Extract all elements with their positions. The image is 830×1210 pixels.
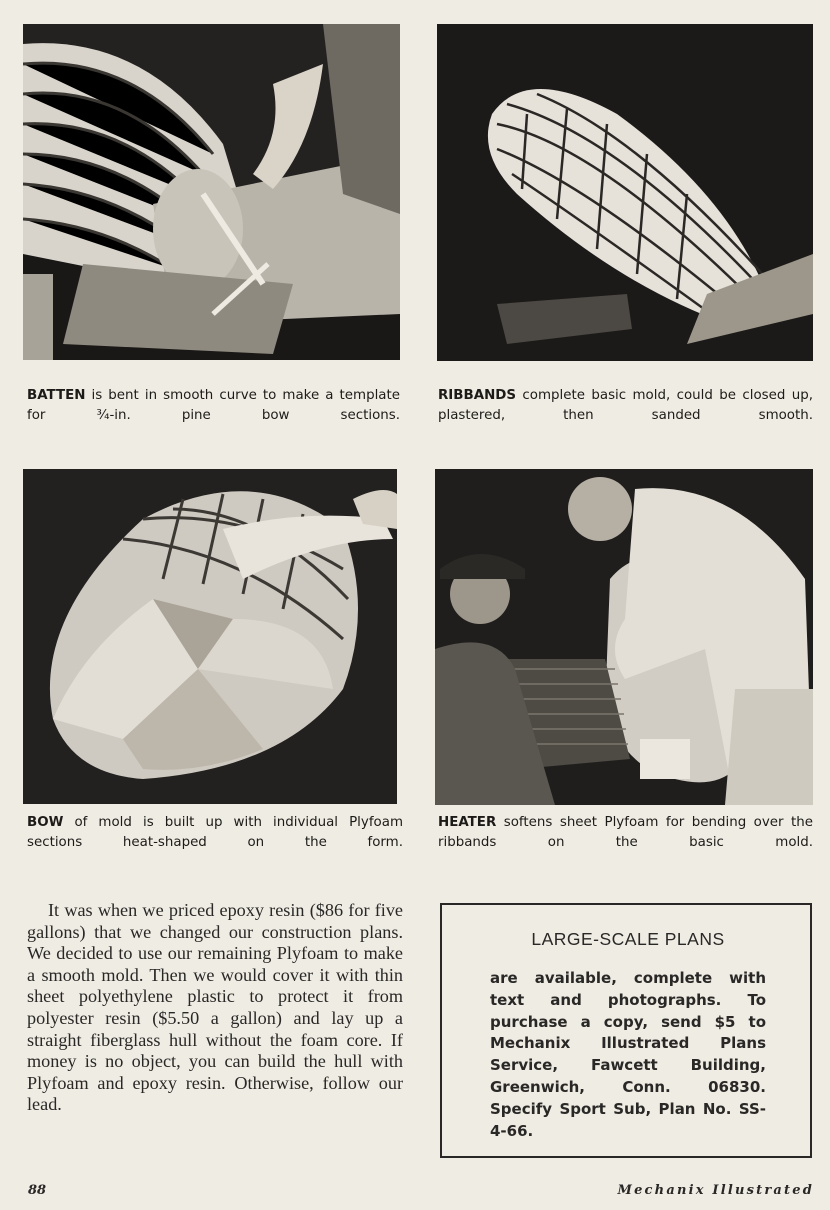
plans-sidebar-text: are available, complete with text and photographs. To purchase a copy, send $5 to Mechanix Illustrated Plans Service, Fawcett Building, Greenwich, Conn. 06830. Specify Sport Sub, Plan No. SS-4-66. <box>490 969 766 1140</box>
photo-ribbands-image <box>437 24 813 361</box>
photo-heater-image <box>435 469 813 805</box>
caption-batten-lead: BATTEN <box>27 388 86 403</box>
magazine-name: Mechanix Illustrated <box>617 1183 814 1198</box>
plans-sidebar <box>440 903 812 1158</box>
caption-batten <box>27 386 400 426</box>
caption-bow-text: of mold is built up with individual Plyfoam sections heat-shaped on the form. <box>27 815 403 850</box>
photo-batten-image <box>23 24 400 360</box>
caption-ribbands-text: complete basic mold, could be closed up, plastered, then sanded smooth. <box>438 388 813 423</box>
caption-bow-lead: BOW <box>27 815 64 830</box>
photo-heater <box>435 469 813 805</box>
photo-bow-image <box>23 469 397 804</box>
caption-bow <box>27 813 403 853</box>
article-paragraph: It was when we priced epoxy resin ($86 for five gallons) that we changed our construction plans. We decided to use our remaining Plyfoam to make a smooth mold. Then we would cover it with thin sheet polyethylene plastic to protect it from polyester resin ($5.50 a gallon) and lay up a straight fiberglass hull without the foam core. If money is no object, you can build the hull with Plyfoam and epoxy resin. Otherwise, follow our lead. <box>27 900 403 1115</box>
photo-ribbands <box>437 24 813 361</box>
photo-bow <box>23 469 397 804</box>
photo-batten <box>23 24 400 360</box>
caption-heater-lead: HEATER <box>438 815 497 830</box>
caption-heater-text: softens sheet Plyfoam for bending over the ribbands on the basic mold. <box>438 815 813 850</box>
plans-sidebar-title: LARGE-SCALE PLANS <box>531 929 725 949</box>
page-number: 88 <box>28 1183 47 1198</box>
caption-heater <box>438 813 813 853</box>
caption-ribbands-lead: RIBBANDS <box>438 388 517 403</box>
caption-ribbands <box>438 386 813 426</box>
caption-batten-text: is bent in smooth curve to make a template for ¾-in. pine bow sections. <box>27 388 400 423</box>
